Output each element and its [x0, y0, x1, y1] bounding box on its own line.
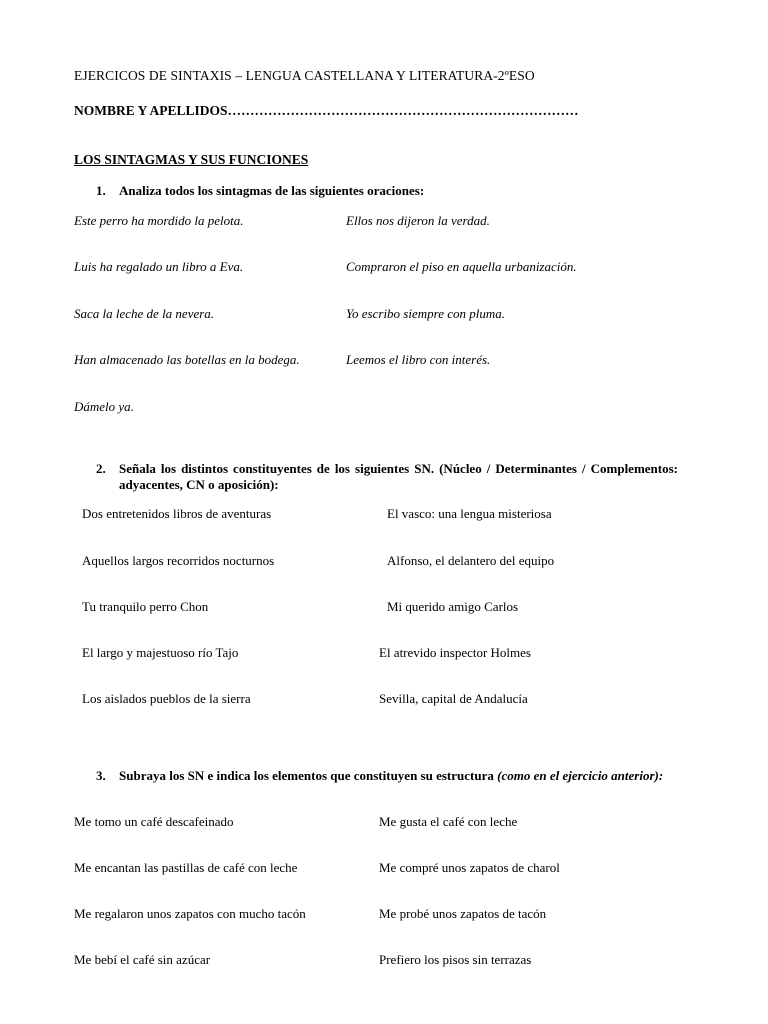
exercise-2-phrase: Tu tranquilo perro Chon: [82, 599, 209, 614]
exercise-number: 2.: [96, 461, 106, 476]
exercise-2-phrase: Mi querido amigo Carlos: [387, 599, 519, 614]
exercise-1-sentence: Este perro ha mordido la pelota.: [74, 213, 244, 228]
document-title: EJERCICOS DE SINTAXIS – LENGUA CASTELLANA Y LITERATURA-2ºESO: [74, 68, 535, 83]
exercise-1-sentence: Dámelo ya.: [74, 399, 134, 414]
exercise-prompt-text: [96, 768, 678, 784]
exercise-2-phrase: Los aislados pueblos de la sierra: [82, 691, 251, 706]
exercise-3-prompt: [96, 768, 678, 784]
exercise-3-sentence: Me regalaron unos zapatos con mucho tacón: [74, 906, 306, 921]
exercise-3-sentence: Me encantan las pastillas de café con leche: [74, 860, 298, 875]
exercise-prompt-italic: (como en el ejercicio anterior):: [497, 768, 664, 783]
section-heading: LOS SINTAGMAS Y SUS FUNCIONES: [74, 152, 309, 167]
exercise-2-phrase: El atrevido inspector Holmes: [379, 645, 531, 660]
exercise-2-phrase: Sevilla, capital de Andalucía: [379, 691, 528, 706]
exercise-1-prompt: [96, 183, 678, 199]
exercise-3-sentence: Me tomo un café descafeinado: [74, 814, 234, 829]
exercise-3-sentence: Me probé unos zapatos de tacón: [379, 906, 547, 921]
exercise-1-sentence: Compraron el piso en aquella urbanización.: [346, 259, 577, 274]
exercise-prompt-main: Subraya los SN e indica los elementos que constituyen su estructura: [119, 768, 498, 783]
exercise-3-sentence: Me compré unos zapatos de charol: [379, 860, 560, 875]
exercise-1-sentence: Han almacenado las botellas en la bodega.: [74, 352, 300, 367]
exercise-2-phrase: Aquellos largos recorridos nocturnos: [82, 553, 275, 568]
exercise-prompt-text: Analiza todos los sintagmas de las siguientes oraciones:: [119, 183, 425, 198]
exercise-number: 1.: [96, 183, 106, 198]
exercise-2-phrase: El vasco: una lengua misteriosa: [387, 506, 552, 521]
exercise-1-sentence: Saca la leche de la nevera.: [74, 306, 215, 321]
exercise-2-phrase: El largo y majestuoso río Tajo: [82, 645, 239, 660]
exercise-2-phrase: Alfonso, el delantero del equipo: [387, 553, 555, 568]
exercise-3-sentence: Prefiero los pisos sin terrazas: [379, 952, 532, 967]
exercise-3-sentence: Me gusta el café con leche: [379, 814, 518, 829]
exercise-2-phrase: Dos entretenidos libros de aventuras: [82, 506, 272, 521]
exercise-3-sentence: Me bebí el café sin azúcar: [74, 952, 211, 967]
exercise-prompt-text: Señala los distintos constituyentes de los siguientes SN. (Núcleo / Determinantes / Complementos: adyacentes, CN o aposición):: [119, 461, 678, 492]
exercise-2-prompt: [96, 461, 678, 493]
exercise-1-sentence: Leemos el libro con interés.: [346, 352, 491, 367]
exercise-1-sentence: Ellos nos dijeron la verdad.: [346, 213, 490, 228]
exercise-1-sentence: Luis ha regalado un libro a Eva.: [74, 259, 244, 274]
exercise-1-sentence: Yo escribo siempre con pluma.: [346, 306, 506, 321]
exercise-number: 3.: [96, 768, 106, 783]
name-line: NOMBRE Y APELLIDOS……………………………………………………………………: [74, 103, 579, 118]
